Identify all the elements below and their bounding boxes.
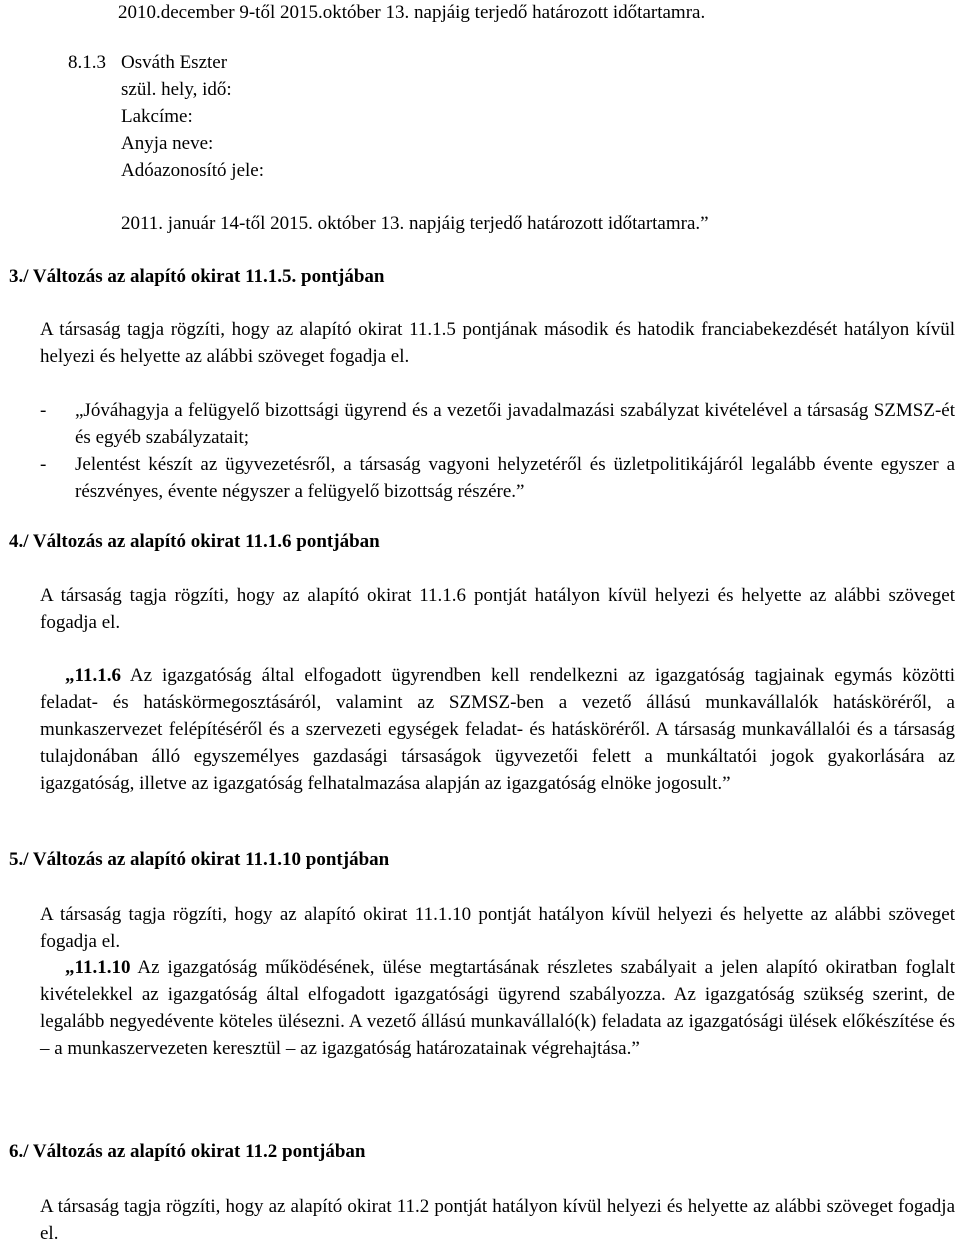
member-name: Osváth Eszter [121,52,228,73]
section-4-quote-text: Az igazgatóság által elfogadott ügyrendben kell rendelkezni az igazgatóság tagjainak egymás közötti feladat- és hatáskörmegosztásáról, valamint az SZMSZ-ben a vezető állású munkavállalók hatásköréről, a munkaszervezet felépítéséről és a szervezeti egységek feladat- és hatásköréről. A társaság munkavállalói és a társaság tulajdonában álló egyszemélyes gazdasági társaságok ügyvezetői felett a munkáltatói jogok gyakorlására az igazgatóság, illetve az igazgatóság felhatalmazása alapján az igazgatóság elnöke jogosult.” [40,665,955,794]
section-3-intro: A társaság tagja rögzíti, hogy az alapító okirat 11.1.5 pontjának második és hatodik franciabekezdését hatályon kívül helyezi és helyette az alábbi szöveget fogadja el. [40,319,955,367]
member-birth-label: szül. hely, idő: [121,79,232,100]
section-3-item-2: Jelentést készít az ügyvezetésről, a társaság vagyoni helyzetéről és üzletpolitikájáról legalább évente egyszer a részvényes, évente négyszer a felügyelő bizottság részére.” [75,454,955,502]
section-3-heading: 3./ Változás az alapító okirat 11.1.5. pontjában [9,266,385,287]
section-4-quote-number: „11.1.6 [65,665,121,686]
bullet-dash: - [40,454,47,475]
member-address-label: Lakcíme: [121,106,193,127]
section-4-quote [40,662,955,797]
section-4-intro: A társaság tagja rögzíti, hogy az alapító okirat 11.1.6 pontját hatályon kívül helyezi és helyette az alábbi szöveget fogadja el. [40,585,955,633]
section-5-quote-number: „11.1.10 [65,957,131,978]
section-3-item-1: „Jóváhagyja a felügyelő bizottsági ügyrend és a vezetői javadalmazási szabályzat kivételével a társaság SZMSZ-ét és egyéb szabályzatait; [75,400,955,448]
section-6-intro: A társaság tagja rögzíti, hogy az alapító okirat 11.2 pontját hatályon kívül helyezi és helyette az alábbi szöveget fogadja el. [40,1196,955,1244]
member-mother-label: Anyja neve: [121,133,214,154]
top-period-text: 2010.december 9-től 2015.október 13. napjáig terjedő határozott időtartamra. [118,2,706,23]
section-5-heading: 5./ Változás az alapító okirat 11.1.10 pontjában [9,849,390,870]
section-4-heading: 4./ Változás az alapító okirat 11.1.6 pontjában [9,531,380,552]
member-period-text: 2011. január 14-től 2015. október 13. napjáig terjedő határozott időtartamra.” [121,213,709,234]
section-5-quote-text: Az igazgatóság működésének, ülése megtartásának részletes szabályait a jelen alapító okiratban foglalt kivételekkel az igazgatóság által elfogadott igazgatósági ügyrend szabályozza. Az igazgatóság szükség szerint, de legalább negyedévente köteles ülésezni. A vezető állású munkavállaló(k) feladata az igazgatósági ülések előkészítése és – a munkaszervezeten keresztül – az igazgatóság határozatainak végrehajtása.” [40,957,955,1059]
section-5-quote [40,954,955,1062]
section-6-heading: 6./ Változás az alapító okirat 11.2 pontjában [9,1141,366,1162]
member-number: 8.1.3 [68,52,106,73]
section-5-intro: A társaság tagja rögzíti, hogy az alapító okirat 11.1.10 pontját hatályon kívül helyezi és helyette az alábbi szöveget fogadja el. [40,904,955,952]
member-tax-label: Adóazonosító jele: [121,160,264,181]
bullet-dash: - [40,400,47,421]
